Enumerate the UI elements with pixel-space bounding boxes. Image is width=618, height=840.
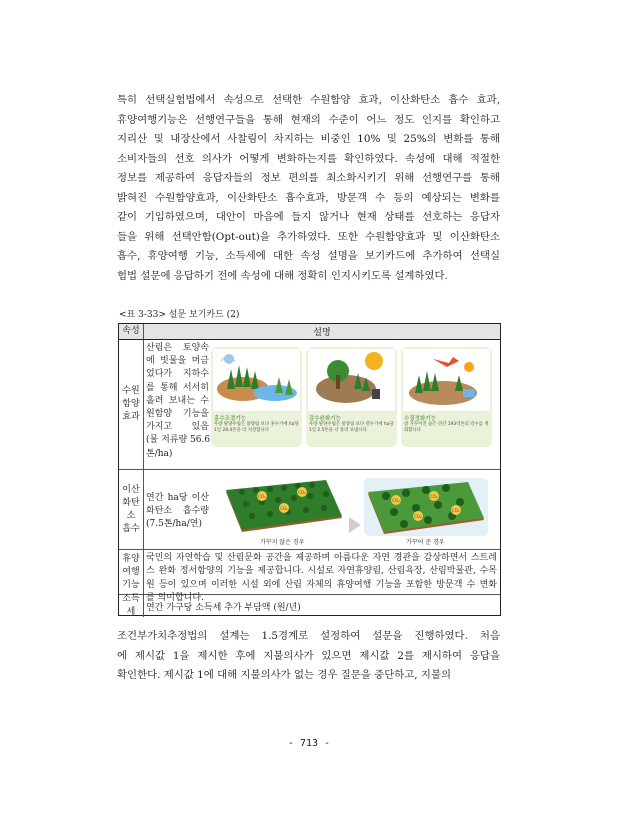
recreation-text-line: 원 등이 있으며 이러한 시설 외에 산림 자체의 휴양여행 기능을 포함한 방문객 수 변화 bbox=[146, 579, 497, 590]
managed-forest-icon bbox=[364, 478, 488, 536]
header-attribute: 속성 bbox=[119, 324, 144, 339]
cvm-paragraph bbox=[117, 627, 500, 686]
label-co2: 이산 화탄 소 흡수 bbox=[119, 470, 144, 549]
paragraph-line: 같이 기입하였으며, 대안이 마음에 들지 않거나 현재 상태를 선호하는 응답자 bbox=[117, 211, 500, 223]
water-text bbox=[146, 342, 209, 461]
paragraph-line: 험법 설문에 응답하기 전에 속성에 대해 정확히 인지시키도록 설계하였다. bbox=[117, 269, 448, 282]
paragraph-line: 정보를 제공하여 응답자들의 정보 편의를 최소화시키기 위해 선행연구를 통해 bbox=[117, 172, 500, 184]
header-description: 설명 bbox=[313, 328, 331, 338]
card-drought-desc: 우량 탈양수림은 불량림 보다 갈수기에 ha당 1일 2.5톤을 더 흘려 보냅니다 bbox=[309, 422, 394, 433]
co2-text bbox=[146, 492, 209, 532]
intro-paragraph bbox=[117, 91, 500, 286]
page-number: - 713 - bbox=[287, 738, 331, 749]
water-text-line: 산림은 토양속 bbox=[146, 343, 209, 353]
flood-illustration-icon bbox=[213, 349, 300, 411]
row-recreation bbox=[119, 550, 500, 603]
co2-text-line: (7.5톤/ha/연) bbox=[146, 519, 202, 530]
co2-mark-4: CO₂ bbox=[392, 498, 400, 503]
water-text-line: 흘려 보내는 수 bbox=[146, 395, 209, 406]
paragraph-line: 지리산 및 내장산에서 사찰림이 차지하는 비중인 10% 및 25%의 변화를 통해 bbox=[117, 133, 500, 145]
paragraph-line: 특히 선택실험법에서 속성으로 선택한 수원함양 효과, 이산화탄소 흡수 효과, bbox=[117, 94, 500, 106]
co2-mark-7: CO₂ bbox=[452, 508, 460, 513]
recreation-text-line: 국민의 자연학습 및 산림문화 공간을 제공하며 아름다운 자연 경관을 감상하면서 스트레 bbox=[146, 553, 497, 563]
card-drought-relief bbox=[306, 347, 397, 447]
forest-right-label: 가꾸어 준 경우 bbox=[406, 539, 445, 546]
co2-mark-2: CO₂ bbox=[298, 490, 306, 495]
co2-mark-3: CO₂ bbox=[280, 506, 288, 511]
card-flood-tag: 홍수조절기능 bbox=[214, 416, 246, 422]
co2-mark-5: CO₂ bbox=[430, 494, 438, 499]
label-recreation: 휴양 여행 기능 bbox=[119, 550, 144, 594]
co2-mark-1: CO₂ bbox=[258, 494, 266, 499]
label-tax: 소득 세 bbox=[119, 595, 144, 617]
table-caption: <표 3-33> 설문 보기카드 (2) bbox=[119, 310, 240, 320]
paragraph-line: 확인한다. 제시값 1에 대해 지불의사가 없는 경우 질문을 중단하고, 지불의 bbox=[117, 669, 452, 681]
water-text-line: (물 저류량 56.6 bbox=[146, 435, 211, 446]
purification-illustration-icon bbox=[403, 349, 490, 411]
water-text-line: 원함양 기능을 bbox=[146, 409, 209, 420]
card-purification-tag: 수질정화기능 bbox=[404, 416, 436, 422]
water-text-line: 었다가 지하수 bbox=[146, 369, 209, 380]
card-purification-desc: 참 가꾸어진 숲은 연간 193억톤의 강수를 정화합니다 bbox=[404, 422, 489, 433]
recreation-text-line: 스 완화 정서함양의 기능을 제공합니다. 시설로 자연휴양림, 산림욕장, 산림박물관, 수목 bbox=[146, 566, 497, 577]
paragraph-line: 소비자들의 선호 의사가 어떻게 변화하는지를 확인하였다. 속성에 대해 적절한 bbox=[117, 152, 500, 165]
forest-left-label: 가꾸지 않은 경우 bbox=[260, 539, 305, 546]
row-water-retention bbox=[119, 340, 500, 470]
card-water-purification bbox=[401, 347, 492, 447]
paragraph-line: 밝혀진 수원함양효과, 이산화탄소 흡수효과, 방문객 수 등의 예상되는 변화를 bbox=[117, 191, 500, 204]
desc-recreation bbox=[144, 550, 500, 603]
paragraph-line: 흡수, 휴양여행 기능, 소득세에 대한 속성 설명을 보기카드에 추가하여 선택실 bbox=[117, 250, 500, 262]
co2-text-line: 연간 ha당 이산 bbox=[146, 493, 209, 503]
paragraph-line: 들을 위해 선택안함(Opt-out)을 추가하였다. 또한 수원함양효과 및 이산화탄소 bbox=[117, 230, 500, 243]
desc-co2 bbox=[144, 470, 500, 549]
water-text-line: 가지고 있음 bbox=[146, 422, 209, 433]
recreation-text-line: 를 의미합니다. bbox=[146, 592, 204, 603]
unmanaged-forest-icon bbox=[222, 478, 344, 536]
co2-mark-6: CO₂ bbox=[414, 514, 422, 519]
desc-tax: 연간 가구당 소득세 추가 부담액 (원/년) bbox=[146, 602, 301, 613]
paragraph-line: 에 제시값 1을 제시한 후에 지불의사가 있으면 제시값 2를 제시하여 응답을 bbox=[117, 649, 500, 662]
water-text-line: 를 통해 서서히 bbox=[146, 382, 209, 393]
water-text-line: 톤/ha) bbox=[146, 448, 173, 459]
paragraph-line: 휴양여행기능은 선행연구들을 통해 현재의 수준이 어느 정도 인지를 확인하고 bbox=[117, 113, 500, 126]
card-flood-desc: 우량 탈양수림은 불량림 보다 홍수기에 ha당 1일 28.4톤을 더 저장합니다 bbox=[214, 422, 299, 433]
water-text-line: 에 빗물을 머금 bbox=[146, 356, 209, 367]
card-flood-control bbox=[211, 347, 302, 447]
card-drought-tag: 갈수완화기능 bbox=[309, 416, 341, 422]
desc-water bbox=[144, 340, 500, 469]
row-co2-absorption bbox=[119, 470, 500, 550]
survey-card-table bbox=[118, 323, 501, 616]
arrow-right-icon bbox=[349, 496, 361, 554]
paragraph-line: 조건부가치추정법의 설계는 1.5경계로 설정하여 설문을 진행하였다. 처음 bbox=[117, 630, 500, 642]
table-header-row bbox=[119, 324, 500, 340]
co2-text-line: 화탄소 흡수량 bbox=[146, 506, 209, 517]
label-water: 수원 함양 효과 bbox=[119, 340, 144, 469]
drought-illustration-icon bbox=[308, 349, 395, 411]
row-income-tax bbox=[119, 595, 500, 617]
